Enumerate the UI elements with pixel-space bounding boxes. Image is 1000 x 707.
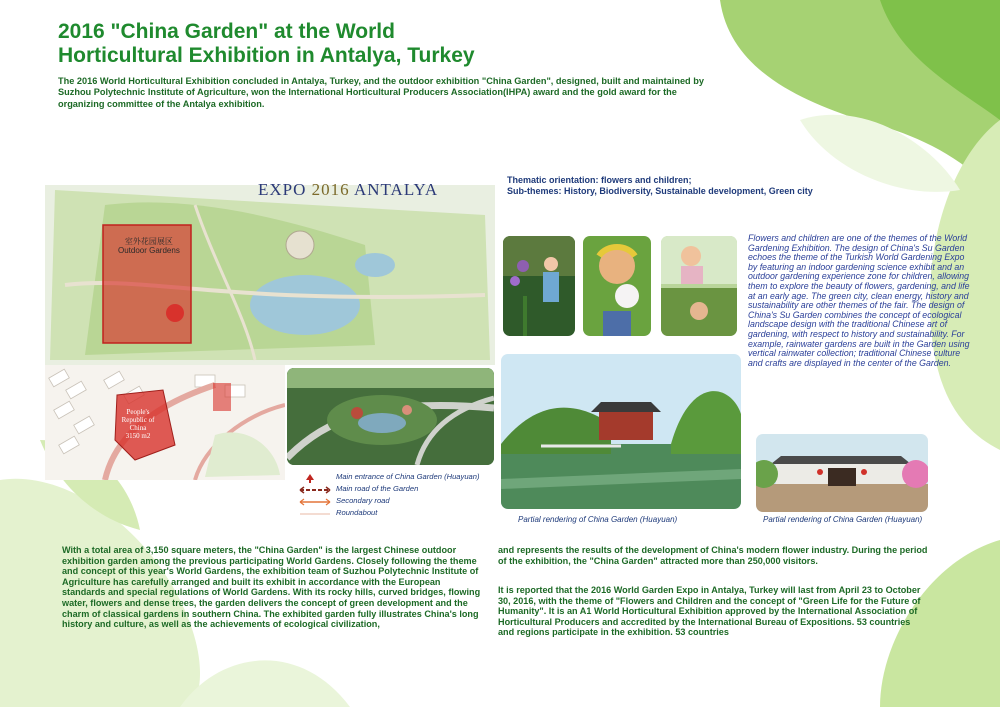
- outdoor-label-cn: 室外花园展区: [124, 237, 173, 246]
- outdoor-gardens-label: [118, 237, 180, 255]
- plot-label-2: Republic of: [121, 416, 155, 424]
- plot-label-3: China: [129, 424, 147, 432]
- theme-orientation: Thematic orientation: flowers and children;: [507, 175, 692, 185]
- legend-main-road: [298, 484, 518, 496]
- expo-prefix: EXPO: [258, 180, 312, 199]
- entrance-arrow-icon: [304, 472, 334, 484]
- legend-main-road-label: Main road of the Garden: [336, 484, 419, 493]
- rendering-pavilion-lake: [501, 354, 741, 509]
- body-paragraph-right-2: It is reported that the 2016 World Garden Expo in Antalya, Turkey will last from April 23 to October 30, 2016, with the theme of "Flowers and Children and the concept of "Green Life for the Future of Humanity". It is an A1 World Horticultural Exhibition approved by the International Association of Horticultural Producers and accredited by the International Bureau of Expositions. 53 countries and regions participate in the exhibition. 53 countries: [498, 585, 921, 638]
- intro-paragraph: The 2016 World Horticultural Exhibition concluded in Antalya, Turkey, and the outdoor exhibition "China Garden", designed, built and maintained by Suzhou Polytechnic Institute of Agriculture, won the International Horticultural Producers Association(IHPA) award and the gold award for the organizing committee of the Antalya exhibition.: [58, 76, 704, 109]
- rendering-garden-gate: [756, 434, 928, 512]
- legend-main-entrance: [298, 472, 518, 484]
- expo-logo: [258, 180, 438, 200]
- photo-child-flowers: [503, 236, 575, 336]
- page-title: [58, 20, 658, 68]
- legend-main-entrance-label: Main entrance of China Garden (Huayuan): [336, 472, 480, 481]
- photo-child-cotton-candy: [583, 236, 651, 336]
- legend-secondary-road: [298, 496, 518, 508]
- expo-year: 2016: [311, 180, 354, 199]
- title-line-2: Horticultural Exhibition in Antalya, Turkey: [58, 44, 475, 67]
- sub-themes: Sub-themes: History, Biodiversity, Sustainable development, Green city: [507, 186, 813, 196]
- legend-secondary-road-label: Secondary road: [336, 496, 390, 505]
- themes-block: [507, 175, 837, 197]
- legend-roundabout: [298, 508, 518, 520]
- caption-rendering-2: Partial rendering of China Garden (Huayuan): [763, 515, 923, 524]
- expo-suffix: ANTALYA: [353, 180, 439, 199]
- site-map: [45, 185, 495, 365]
- title-line-1: 2016 "China Garden" at the World: [58, 20, 395, 43]
- caption-rendering-1: Partial rendering of China Garden (Huayuan): [518, 515, 678, 524]
- aerial-rendering: [287, 368, 494, 465]
- roundabout-icon: [298, 508, 332, 520]
- plot-detail-map: [45, 365, 285, 480]
- main-road-icon: [298, 484, 332, 496]
- outdoor-label-en: Outdoor Gardens: [118, 246, 180, 255]
- flowers-children-text: Flowers and children are one of the themes of the World Gardening Exhibition. The design of China's Su Garden echoes the theme of the Turkish World Gardening Expo by featuring an indoor gardening science exhibit and an outdoor gardening experience zone for children, allowing them to explore the beauty of flowers, gardening, and life at an early age. The green city, clean energy, history and sustainability are other themes of the fair. The design of China's Su Garden combines the concept of ecological landscape design with the traditional Chinese art of gardening, with respect to history and sustainability. For example, rainwater gardens are built in the Garden using vertical rainwater collection; traditional Chinese culture and crafts are displayed in the center of the Garden.: [748, 233, 970, 368]
- plot-label-1: People's: [126, 408, 150, 416]
- photo-children-greenhouse: [661, 236, 737, 336]
- body-paragraph-right-1: and represents the results of the development of China's modern flower industry. During the period of the exhibition, the "China Garden" attracted more than 250,000 visitors.: [498, 545, 928, 566]
- secondary-road-icon: [298, 496, 332, 508]
- body-paragraph-left: With a total area of 3,150 square meters, the "China Garden" is the largest Chinese outdoor exhibition garden among the previous participating World Gardens. Closely following the theme and concept of this year's World Gardens, the exhibition team of Suzhou Polytechnic Institute of Agriculture has carefully arranged and built its exhibit in accordance with the European standards and special regulations of World Gardens. With its rocky hills, curved bridges, flowing water, flowers and dense trees, the garden delivers the concept of green development and the charm of classical gardens in southern China. The exhibited garden fully illustrates China's long history and culture, as well as the achievements of ecological civilization,: [62, 545, 481, 630]
- china-plot-label: [114, 408, 162, 440]
- plot-label-4: 3150 m2: [125, 432, 151, 440]
- legend-roundabout-label: Roundabout: [336, 508, 378, 517]
